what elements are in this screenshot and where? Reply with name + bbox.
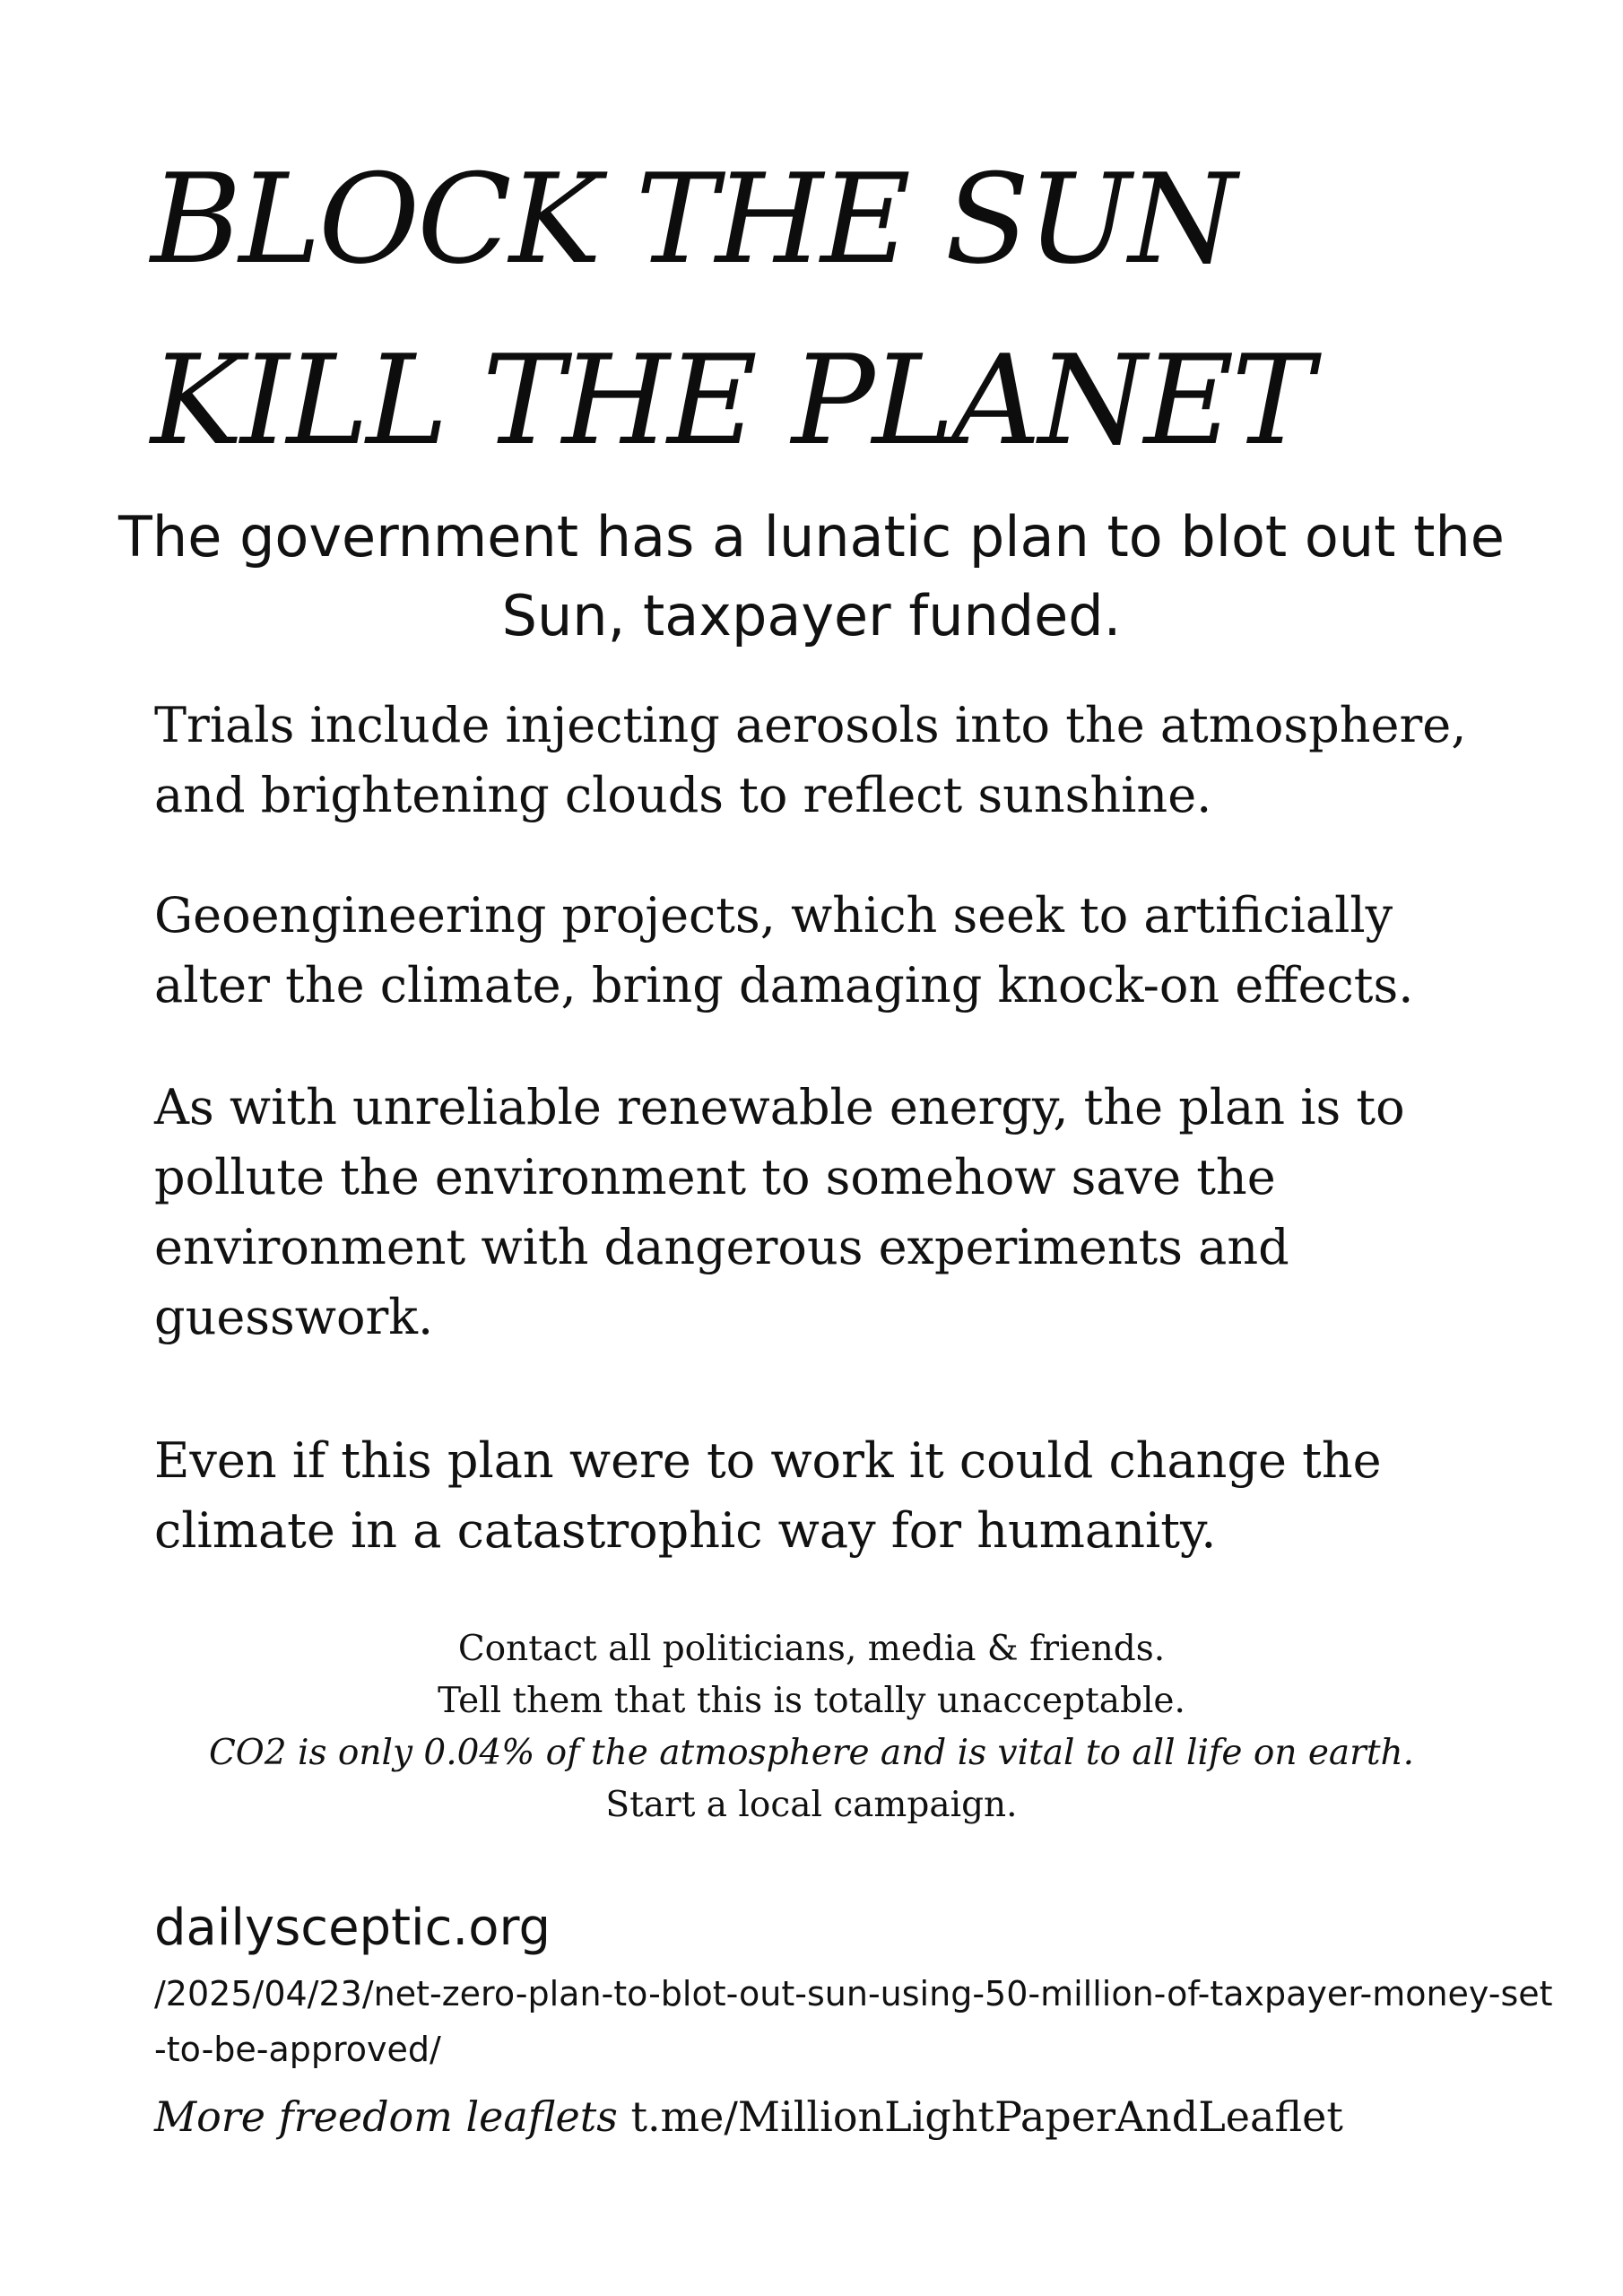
cta-co2-fact: CO2 is only 0.04% of the atmosphere and is vital to all life on earth. [208,1733,1415,1773]
paragraph-trials: Trials include injecting aerosols into the atmosphere, and brightening clouds to reflect sunshine. [154,697,1467,823]
source-site[interactable]: dailysceptic.org [154,1899,551,1957]
cta-contact: Contact all politicians, media & friends. [457,1629,1166,1669]
call-to-action [99,1623,1524,1831]
cta-campaign: Start a local campaign. [605,1785,1018,1825]
paragraph-geoengineering: Geoengineering projects, which seek to artificially alter the climate, bring damaging knock-on effects. [154,887,1414,1013]
source-path[interactable]: /2025/04/23/net-zero-plan-to-blot-out-sun-using-50-million-of-taxpayer-money-set-to-be-approved/ [154,1974,1553,2069]
subheadline: The government has a lunatic plan to blot out the Sun, taxpayer funded. [118,504,1505,648]
footer-leaflets [154,2090,1343,2144]
headline-line-2: KILL THE PLANET [151,328,1312,473]
footer-label: More freedom leaflets [154,2092,618,2141]
headline-line-1: BLOCK THE SUN [151,147,1235,291]
footer-link[interactable]: t.me/MillionLightPaperAndLeaflet [630,2092,1343,2141]
paragraph-catastrophe: Even if this plan were to work it could change the climate in a catastrophic way for humanity. [154,1432,1382,1559]
paragraph-renewables: As with unreliable renewable energy, the plan is to pollute the environment to somehow save the environment with dangerous experiments and guesswork. [154,1079,1405,1345]
cta-tell-them: Tell them that this is totally unacceptable. [438,1681,1185,1721]
